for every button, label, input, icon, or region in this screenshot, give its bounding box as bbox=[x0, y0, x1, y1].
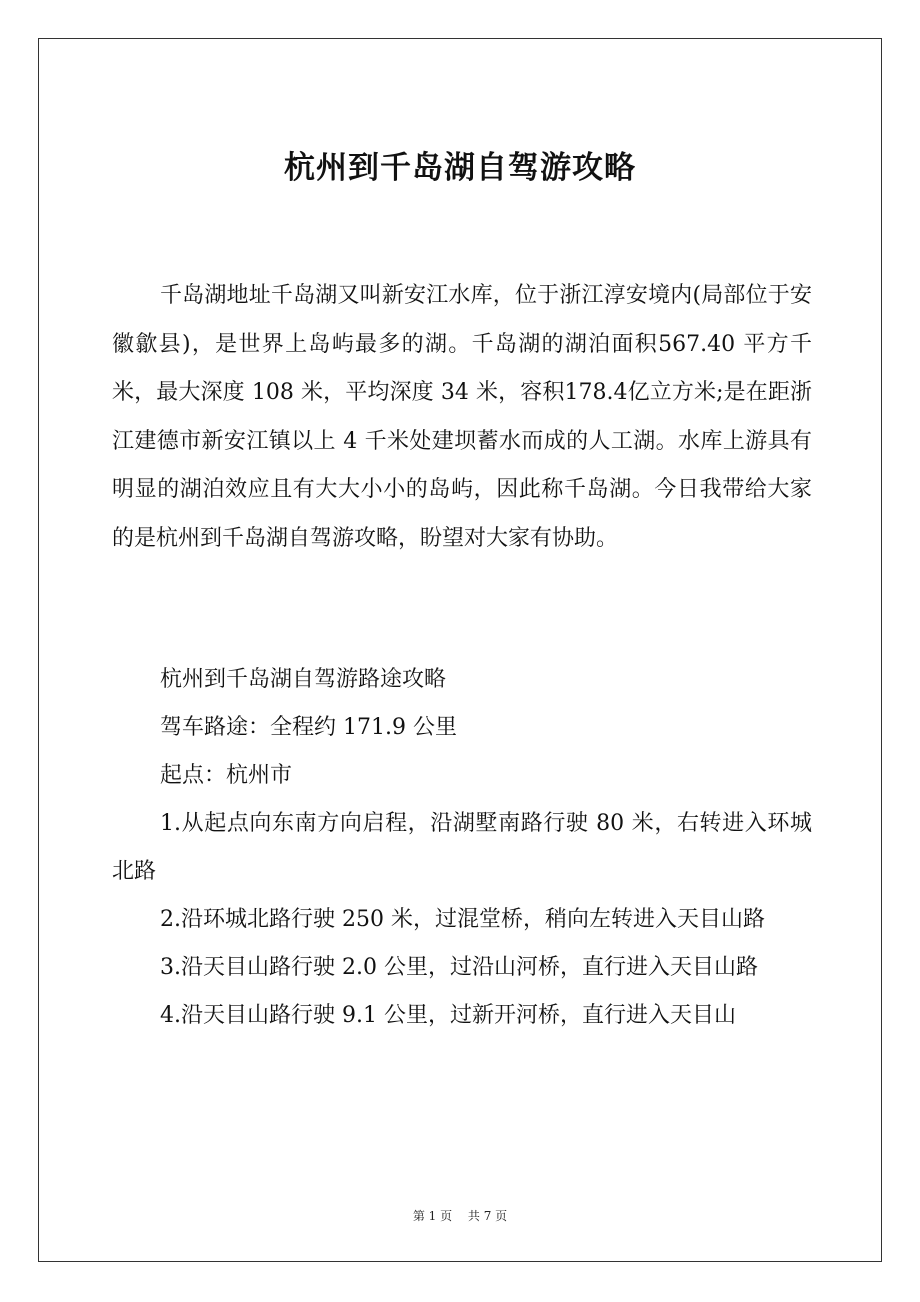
page-number: 第 1 页 bbox=[412, 1209, 453, 1223]
document-title: 杭州到千岛湖自驾游攻略 bbox=[284, 150, 636, 186]
route-distance: 驾车路途：全程约 171.9 公里 bbox=[160, 715, 457, 740]
route-heading: 杭州到千岛湖自驾游路途攻略 bbox=[160, 667, 447, 692]
route-step-1: 1.从起点向东南方向启程，沿湖墅南路行驶 80 米，右转进入环城北路 bbox=[112, 811, 812, 884]
route-step-4: 4.沿天目山路行驶 9.1 公里，过新开河桥，直行进入天目山 bbox=[160, 1003, 736, 1028]
page-total: 共 7 页 bbox=[467, 1209, 508, 1223]
intro-paragraph: 千岛湖地址千岛湖又叫新安江水库，位于浙江淳安境内(局部位于安徽歙县)，是世界上岛屿最多的湖。千岛湖的湖泊面积567.40 平方千米，最大深度 108 米，平均深度 34 米，容积178.4亿立方米;是在距浙江建德市新安江镇以上 4 千米处建坝蓄水而成的人工湖。水库上游具有明显的湖泊效应且有大大小小的岛屿，因此称千岛湖。今日我带给大家的是杭州到千岛湖自驾游攻略，盼望对大家有协助。 bbox=[112, 283, 812, 551]
page-footer bbox=[0, 1207, 920, 1224]
route-step-3: 3.沿天目山路行驶 2.0 公里，过沿山河桥，直行进入天目山路 bbox=[160, 955, 758, 980]
page-border bbox=[38, 38, 882, 1262]
route-step-2: 2.沿环城北路行驶 250 米，过混堂桥，稍向左转进入天目山路 bbox=[160, 907, 765, 932]
route-start: 起点：杭州市 bbox=[160, 763, 293, 788]
route-section bbox=[112, 656, 812, 1040]
